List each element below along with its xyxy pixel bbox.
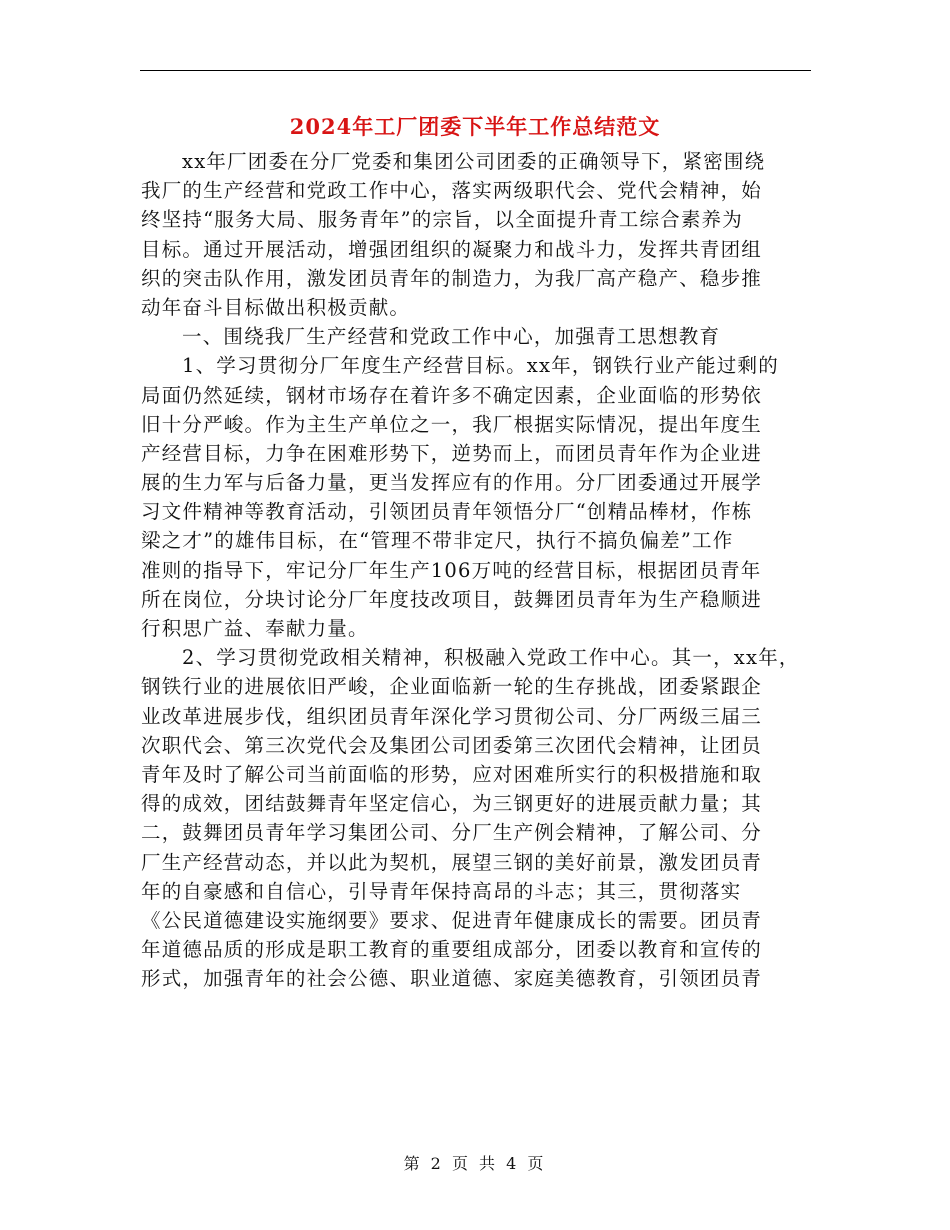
body-line: 年的自豪感和自信心，引导青年保持高昂的斗志；其三，贯彻落实 xyxy=(141,879,742,903)
body-line: 旧十分严峻。作为主生产单位之一，我厂根据实际情况，提出年度生 xyxy=(141,412,763,436)
body-line: xx年厂团委在分厂党委和集团公司团委的正确领导下，紧密围绕 xyxy=(182,150,766,173)
document-body xyxy=(141,147,811,993)
body-line: 展的生力军与后备力量，更当发挥应有的作用。分厂团委通过开展学 xyxy=(141,471,763,495)
body-line: 得的成效，团结鼓舞青年坚定信心，为三钢更好的进展贡献力量；其 xyxy=(141,792,763,816)
body-line: 2、学习贯彻党政相关精神，积极融入党政工作中心。其一，xx年， xyxy=(182,646,800,670)
body-line: 行积思广益、奉献力量。 xyxy=(141,617,369,640)
body-line: 次职代会、第三次党代会及集团公司团委第三次团代会精神，让团员 xyxy=(141,733,763,757)
body-line: 梁之才”的雄伟目标，在“管理不带非定尺，执行不搞负偏差”工作 xyxy=(141,529,734,553)
body-line: 目标。通过开展活动，增强团组织的凝聚力和战斗力，发挥共青团组 xyxy=(141,237,763,261)
header-rule xyxy=(140,70,811,71)
body-line: 产经营目标，力争在困难形势下，逆势而上，而团员青年作为企业进 xyxy=(141,441,763,465)
body-line: 织的突击队作用，激发团员青年的制造力，为我厂高产稳产、稳步推 xyxy=(141,266,763,290)
body-line: 年道德品质的形成是职工教育的重要组成部分，团委以教育和宣传的 xyxy=(141,938,763,962)
body-line: 形式，加强青年的社会公德、职业道德、家庭美德教育，引领团员青 xyxy=(141,967,763,991)
body-line: 准则的指导下，牢记分厂年生产106万吨的经营目标，根据团员青年 xyxy=(141,558,762,582)
body-line: 动年奋斗目标做出积极贡献。 xyxy=(141,295,411,319)
body-line: 钢铁行业的进展依旧严峻，企业面临新一轮的生存挑战，团委紧跟企 xyxy=(141,675,763,699)
body-line: 青年及时了解公司当前面临的形势，应对困难所实行的积极措施和取 xyxy=(141,762,763,786)
body-line: 业改革进展步伐，组织团员青年深化学习贯彻公司、分厂两级三届三 xyxy=(141,704,763,728)
body-line: 终坚持“服务大局、服务青年”的宗旨，以全面提升青工综合素养为 xyxy=(141,208,743,232)
body-line: 《公民道德建设实施纲要》要求、促进青年健康成长的需要。团员青 xyxy=(141,908,763,932)
page-number: 第 2 页 共 4 页 xyxy=(403,1154,547,1173)
body-line: 一、围绕我厂生产经营和党政工作中心，加强青工思想教育 xyxy=(182,325,721,349)
body-line: 二，鼓舞团员青年学习集团公司、分厂生产例会精神，了解公司、分 xyxy=(141,821,763,845)
body-line: 局面仍然延续，钢材市场存在着许多不确定因素，企业面临的形势依 xyxy=(141,383,763,407)
body-line: 1、学习贯彻分厂年度生产经营目标。xx年，钢铁行业产能过剩的 xyxy=(182,354,779,378)
body-line: 我厂的生产经营和党政工作中心，落实两级职代会、党代会精神，始 xyxy=(141,179,763,203)
body-line: 所在岗位，分块讨论分厂年度技改项目，鼓舞团员青年为生产稳顺进 xyxy=(141,587,763,611)
body-line: 习文件精神等教育活动，引领团员青年领悟分厂“创精品棒材，作栋 xyxy=(141,500,753,524)
body-line: 厂生产经营动态，并以此为契机，展望三钢的美好前景，激发团员青 xyxy=(141,850,763,874)
document-title: 2024年工厂团委下半年工作总结范文 xyxy=(289,114,661,139)
